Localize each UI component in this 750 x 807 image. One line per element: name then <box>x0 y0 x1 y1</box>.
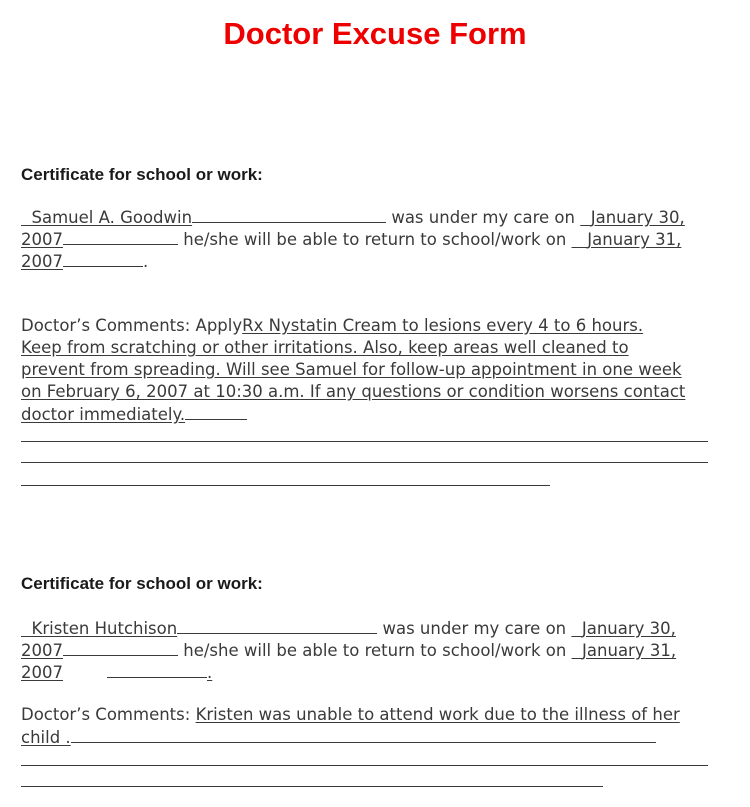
return-text: he/she will be able to return to school/work on <box>183 230 567 249</box>
doctor-comments-1 <box>21 315 721 425</box>
care-date-year: 2007 <box>21 641 63 660</box>
doctor-comments-2 <box>21 704 721 748</box>
comment-line: on February 6, 2007 at 10:30 a.m. If any questions or condition worsens contact <box>21 382 686 401</box>
care-date-year: 2007 <box>21 230 63 249</box>
comment-line: prevent from spreading. Will see Samuel for follow-up appointment in one week <box>21 360 682 379</box>
period: . <box>207 663 213 682</box>
date-blank <box>63 228 178 245</box>
underscore-fill <box>21 619 32 638</box>
blank-rule <box>21 786 603 787</box>
blank-rule <box>21 441 708 442</box>
period: . <box>143 252 149 271</box>
return-blank <box>107 661 207 678</box>
comment-line: child . <box>21 728 71 747</box>
underscore-fill <box>580 208 591 227</box>
care-date: January 30, <box>590 208 685 227</box>
certificate-heading-1: Certificate for school or work: <box>21 165 263 184</box>
patient-name: Samuel A. Goodwin <box>31 208 193 227</box>
comment-line: doctor immediately. <box>21 405 186 424</box>
underscore-fill <box>571 619 582 638</box>
care-text: was under my care on <box>382 619 567 638</box>
comment-line: Rx Nystatin Cream to lesions every 4 to 6 hours. <box>242 316 644 335</box>
comment-line: Keep from scratching or other irritations. Also, keep areas well cleaned to <box>21 338 629 357</box>
comment-blank <box>185 403 247 420</box>
return-date-year: 2007 <box>21 252 63 271</box>
form-title: Doctor Excuse Form <box>223 16 527 51</box>
care-text: was under my care on <box>391 208 575 227</box>
underscore-fill <box>572 230 588 249</box>
name-blank <box>177 617 377 634</box>
blank-rule <box>21 462 708 463</box>
underscore-fill <box>21 208 32 227</box>
certificate-body-1 <box>21 206 721 272</box>
underscore-fill <box>572 641 583 660</box>
certificate-body-2 <box>21 617 721 683</box>
comments-label: Doctor’s Comments: Apply <box>21 316 243 335</box>
comment-blank <box>71 726 656 743</box>
date-blank <box>63 639 178 656</box>
comments-label: Doctor’s Comments: <box>21 705 191 724</box>
comment-line: Kristen was unable to attend work due to the illness of her <box>195 705 680 724</box>
blank-rule <box>21 765 708 766</box>
return-blank <box>63 250 143 267</box>
return-text: he/she will be able to return to school/work on <box>183 641 567 660</box>
blank-rule <box>21 485 550 486</box>
name-blank <box>192 206 386 223</box>
certificate-heading-2: Certificate for school or work: <box>21 574 263 593</box>
return-date: January 31, <box>582 641 677 660</box>
care-date: January 30, <box>581 619 676 638</box>
patient-name: Kristen Hutchison <box>31 619 178 638</box>
return-date: January 31, <box>587 230 682 249</box>
return-date-year: 2007 <box>21 663 63 682</box>
